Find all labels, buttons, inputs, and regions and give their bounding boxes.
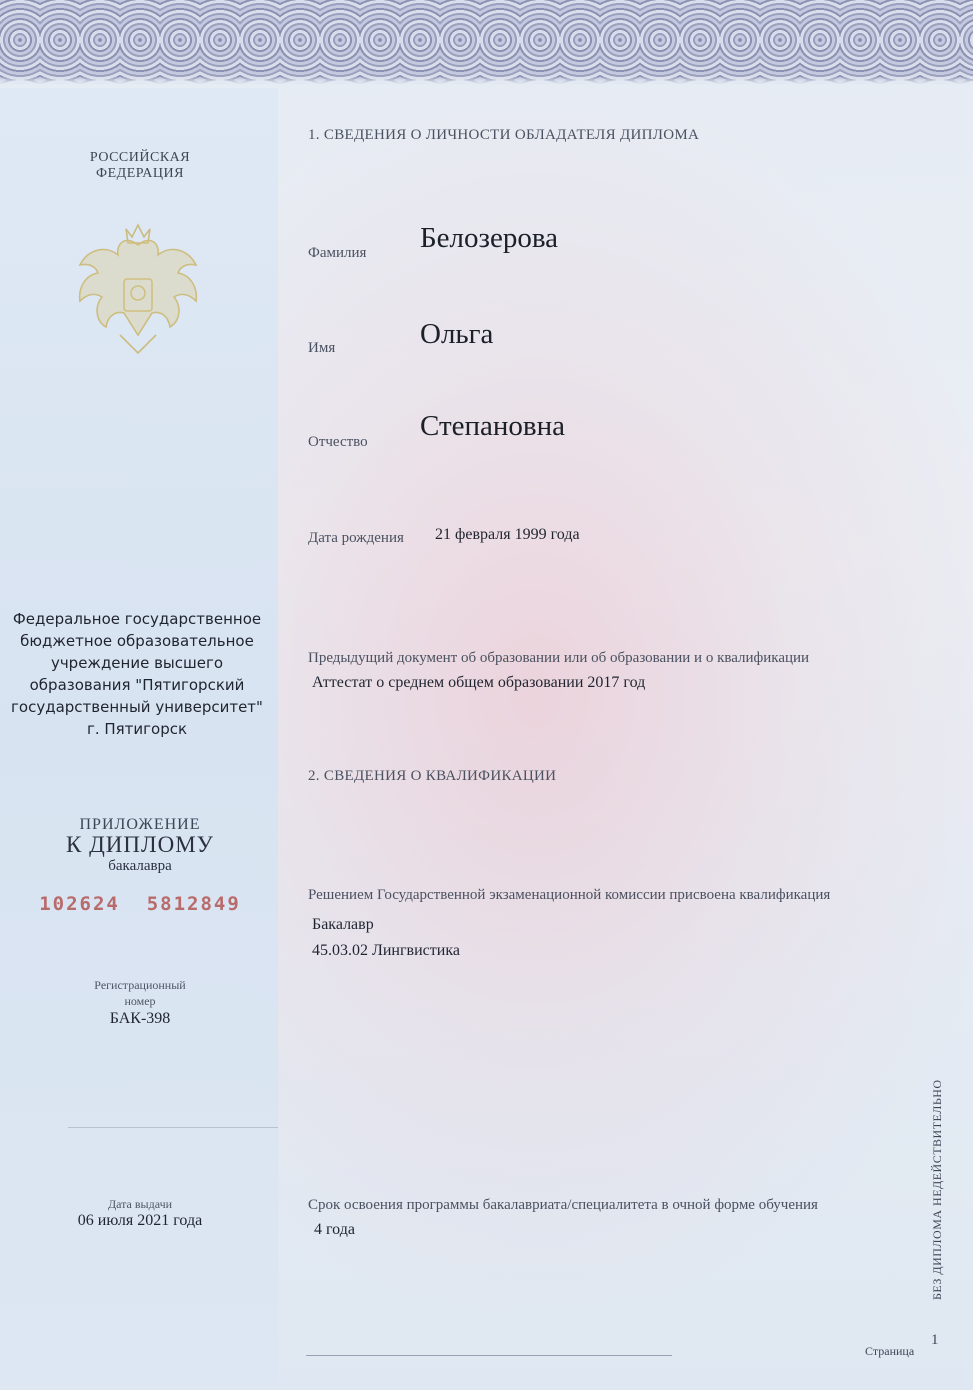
degree-type: бакалавра: [108, 858, 172, 874]
issue-date-label: Дата выдачи: [107, 1197, 173, 1211]
appendix-subtitle: К ДИПЛОМУ: [66, 832, 214, 857]
section2-heading: 2. СВЕДЕНИЯ О КВАЛИФИКАЦИИ: [308, 768, 557, 784]
page-label: Страница: [865, 1344, 915, 1358]
specialty-value: 45.03.02 Лингвистика: [312, 942, 460, 959]
section1-heading: 1. СВЕДЕНИЯ О ЛИЧНОСТИ ОБЛАДАТЕЛЯ ДИПЛОМА: [308, 127, 700, 143]
validity-notice: БЕЗ ДИПЛОМА НЕДЕЙСТВИТЕЛЬНО: [930, 1079, 944, 1300]
divider-line: [68, 1127, 278, 1128]
patronymic-label: Отчество: [308, 434, 368, 450]
university-name: Федеральное государственное бюджетное образовательное учреждение высшего образования "Пятигорский государственный университет" г. Пятигорск: [11, 610, 263, 738]
issue-date: 06 июля 2021 года: [77, 1212, 203, 1229]
country-name: РОССИЙСКАЯ ФЕДЕРАЦИЯ: [89, 150, 191, 181]
previous-document-label: Предыдущий документ об образовании или об образовании и о квалификации: [308, 650, 810, 666]
decorative-border: [0, 0, 973, 84]
birth-date-label: Дата рождения: [308, 530, 404, 546]
name-label: Имя: [308, 340, 336, 356]
coat-of-arms-icon: [68, 215, 208, 360]
surname-label: Фамилия: [308, 245, 367, 261]
registration-label: Регистрационный номер: [94, 978, 186, 1008]
name-value: Ольга: [420, 318, 494, 350]
qualification-value: Бакалавр: [312, 916, 374, 933]
qualification-decision-label: Решением Государственной экзаменационной комиссии присвоена квалификация: [308, 887, 831, 903]
duration-value: 4 года: [314, 1221, 355, 1238]
patronymic-value: Степановна: [420, 410, 565, 442]
registration-number: БАК-398: [109, 1010, 171, 1027]
appendix-title: ПРИЛОЖЕНИЕ: [79, 816, 201, 833]
surname-value: Белозерова: [420, 222, 559, 254]
page-number: 1: [931, 1332, 939, 1348]
previous-document-value: Аттестат о среднем общем образовании 2017 год: [312, 674, 646, 691]
signature-line: [306, 1355, 672, 1356]
duration-label: Срок освоения программы бакалавриата/специалитета в очной форме обучения: [308, 1197, 818, 1213]
birth-date-value: 21 февраля 1999 года: [435, 526, 580, 543]
serial-number: 102624 5812849: [39, 893, 241, 915]
